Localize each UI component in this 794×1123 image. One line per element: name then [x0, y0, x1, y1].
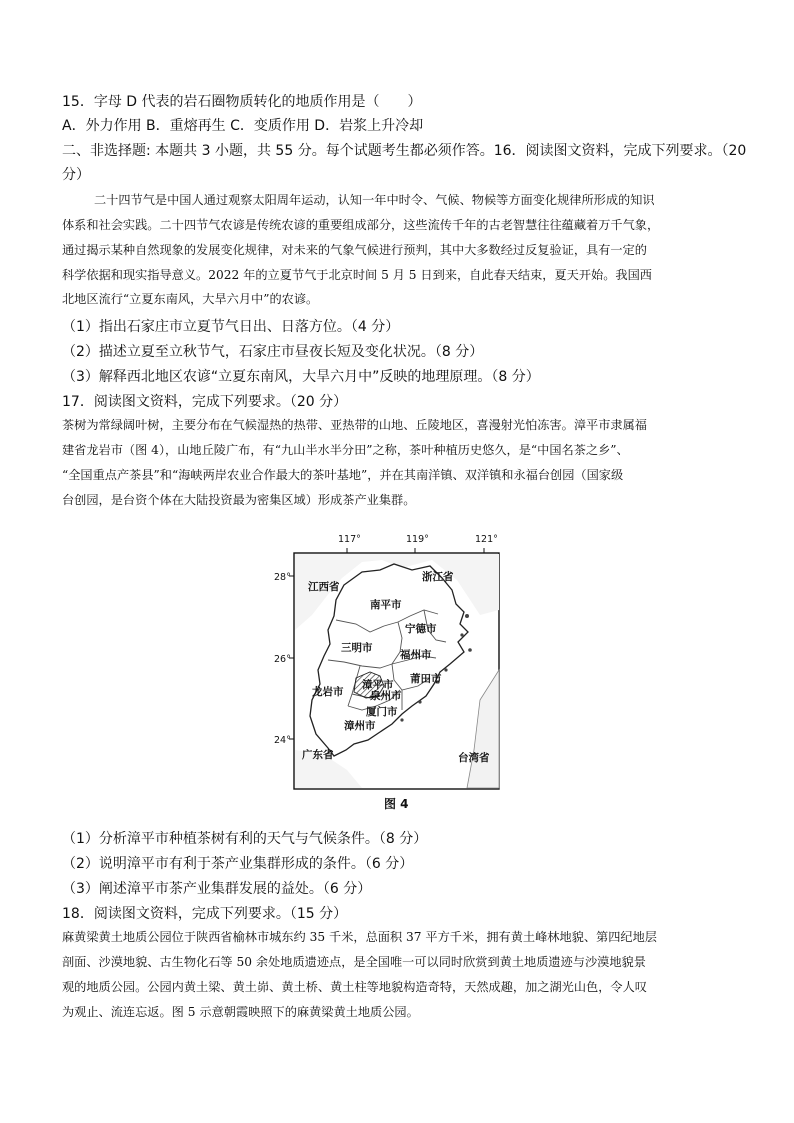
- section2-heading: 二、非选择题: 本题共 3 小题，共 55 分。每个试题考生都必须作答。16．阅读图文资料，完成下列要求。（20: [62, 143, 747, 159]
- label-nanping: 南平市: [370, 599, 402, 611]
- label-longyan: 龙岩市: [312, 686, 344, 698]
- q16-sub-3: （3）解释西北地区农谚“立夏东南风，大旱六月中”反映的地理原理。（8 分）: [62, 369, 540, 385]
- section2-heading-cont: 分）: [62, 167, 90, 183]
- q17-paragraph-line: 台创园，是台资个体在大陆投资最为密集区域）形成茶产业集群。: [62, 493, 416, 507]
- label-quanzhou: 泉州市: [370, 690, 402, 702]
- q15-stem: 15．字母 D 代表的岩石圈物质转化的地质作用是（ ）: [62, 94, 422, 110]
- label-zhangzhou: 漳州市: [344, 720, 376, 732]
- figure-4-map: [252, 520, 542, 816]
- q16-sub-1: （1）指出石家庄市立夏节气日出、日落方位。（4 分）: [62, 319, 400, 335]
- q18-paragraph-line: 麻黄梁黄土地质公园位于陕西省榆林市城东约 35 千米，总面积 37 平方千米，拥有黄土峰林地貌、第四纪地层: [62, 930, 657, 944]
- lat-tick-26: 26°: [274, 654, 291, 665]
- lat-tick-28: 28°: [274, 572, 291, 583]
- label-ningde: 宁德市: [405, 623, 437, 635]
- q17-paragraph-line: 茶树为常绿阔叶树，主要分布在气候湿热的热带、亚热带的山地、丘陵地区，喜漫射光怕冻害。漳平市隶属福: [62, 418, 647, 432]
- q17-stem: 17．阅读图文资料，完成下列要求。（20 分）: [62, 394, 348, 410]
- label-putian: 莆田市: [410, 673, 442, 685]
- q17-sub-3: （3）阐述漳平市茶产业集群发展的益处。（6 分）: [62, 881, 372, 897]
- figure-caption: 图 4: [384, 797, 409, 811]
- q18-paragraph-line: 观的地质公园。公园内黄土梁、黄土峁、黄土桥、黄土柱等地貌构造奇特，天然成趣，加之湖光山色，令人叹: [62, 980, 647, 994]
- lon-tick-117: 117°: [338, 534, 361, 545]
- q17-sub-2: （2）说明漳平市有利于茶产业集群形成的条件。（6 分）: [62, 856, 414, 872]
- label-zhejiang: 浙江省: [422, 571, 454, 583]
- label-taiwan: 台湾省: [458, 752, 490, 764]
- q18-paragraph-line: 剖面、沙漠地貌、古生物化石等 50 余处地质遗迹点，是全国唯一可以同时欣赏到黄土地质遗迹与沙漠地貌景: [62, 955, 646, 969]
- q17-paragraph-line: 建省龙岩市（图 4），山地丘陵广布，有“九山半水半分田”之称，茶叶种植历史悠久，是“中国名茶之乡”、: [62, 443, 629, 457]
- q16-paragraph-line: 北地区流行“立夏东南风，大旱六月中”的农谚。: [62, 292, 319, 306]
- q18-paragraph-line: 为观止、流连忘返。图 5 示意朝霞映照下的麻黄梁黄土地质公园。: [62, 1005, 419, 1019]
- label-xiamen: 厦门市: [366, 706, 398, 718]
- q18-stem: 18．阅读图文资料，完成下列要求。（15 分）: [62, 906, 348, 922]
- q16-paragraph-line: 科学依据和现实指导意义。2022 年的立夏节气于北京时间 5 月 5 日到来，自此春天结束，夏天开始。我国西: [62, 268, 652, 282]
- q16-paragraph-line: 通过揭示某种自然现象的发展变化规律，对未来的气象气候进行预判，其中大多数经过反复验证，具有一定的: [62, 243, 647, 257]
- label-fuzhou: 福州市: [400, 649, 432, 661]
- label-guangdong: 广东省: [302, 749, 334, 761]
- lat-tick-24: 24°: [274, 735, 291, 746]
- q16-paragraph-line: 二十四节气是中国人通过观察太阳周年运动，认知一年中时令、气候、物候等方面变化规律所形成的知识: [94, 193, 655, 207]
- q15-options: A．外力作用 B．重熔再生 C．变质作用 D．岩浆上升冷却: [62, 118, 424, 134]
- label-jiangxi: 江西省: [308, 581, 340, 593]
- q16-paragraph-line: 体系和社会实践。二十四节气农谚是传统农谚的重要组成部分，这些流传千年的古老智慧往往蕴藏着万千气象，: [62, 218, 660, 232]
- lon-tick-121: 121°: [475, 534, 498, 545]
- lon-tick-119: 119°: [406, 534, 429, 545]
- label-sanming: 三明市: [341, 642, 373, 654]
- q17-paragraph-line: “全国重点产茶县”和“海峡两岸农业合作最大的茶叶基地”，并在其南洋镇、双洋镇和永福台创园（国家级: [62, 468, 624, 482]
- q17-sub-1: （1）分析漳平市种植茶树有利的天气与气候条件。（8 分）: [62, 831, 428, 847]
- label-zhangping: 漳平市: [362, 679, 394, 691]
- q16-sub-2: （2）描述立夏至立秋节气，石家庄市昼夜长短及变化状况。（8 分）: [62, 344, 484, 360]
